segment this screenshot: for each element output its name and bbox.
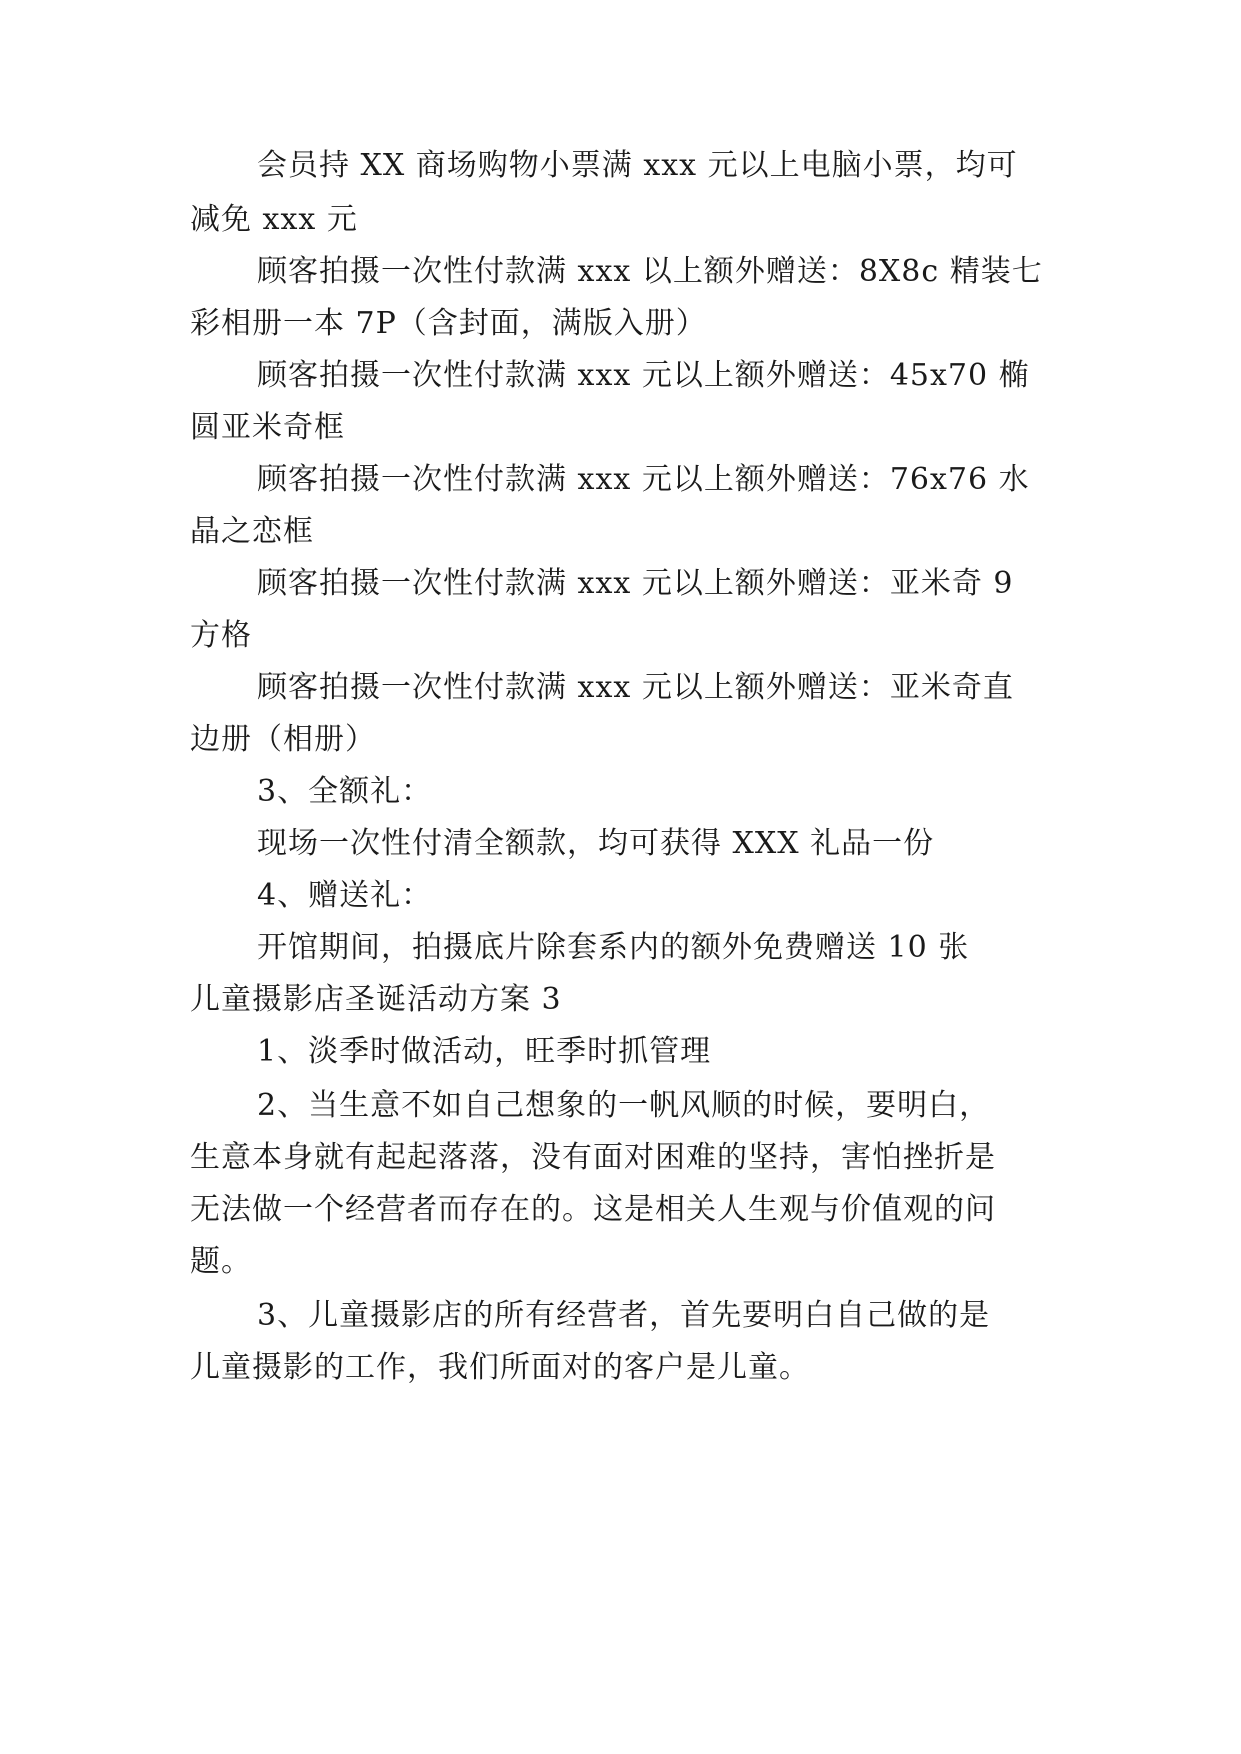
- paragraph-line: 生意本身就有起起落落，没有面对困难的坚持，害怕挫折是: [190, 1140, 996, 1175]
- paragraph-line: 无法做一个经营者而存在的。这是相关人生观与价值观的问: [190, 1192, 996, 1227]
- document-title: 儿童摄影店圣诞活动方案 3: [190, 982, 562, 1017]
- paragraph-line: 顾客拍摄一次性付款满 xxx 元以上额外赠送：45x70 椭: [257, 358, 1030, 393]
- paragraph-line: 会员持 XX 商场购物小票满 xxx 元以上电脑小票，均可: [257, 148, 1018, 183]
- paragraph-line: 3、儿童摄影店的所有经营者，首先要明白自己做的是: [257, 1298, 991, 1333]
- paragraph-line: 1、淡季时做活动，旺季时抓管理: [257, 1034, 712, 1069]
- paragraph-line: 儿童摄影的工作，我们所面对的客户是儿童。: [190, 1350, 810, 1385]
- paragraph-line: 圆亚米奇框: [190, 410, 345, 445]
- paragraph-line: 题。: [190, 1244, 252, 1279]
- paragraph-line: 边册（相册）: [190, 722, 376, 757]
- paragraph-line: 方格: [190, 618, 252, 653]
- paragraph-line: 晶之恋框: [190, 514, 314, 549]
- section-heading: 3、全额礼：: [257, 774, 433, 809]
- paragraph-line: 减免 xxx 元: [190, 202, 358, 237]
- paragraph-line: 彩相册一本 7P（含封面，满版入册）: [190, 306, 707, 341]
- paragraph-line: 现场一次性付清全额款，均可获得 XXX 礼品一份: [257, 826, 935, 861]
- paragraph-line: 顾客拍摄一次性付款满 xxx 元以上额外赠送：亚米奇 9: [257, 566, 1014, 601]
- paragraph-line: 顾客拍摄一次性付款满 xxx 元以上额外赠送：亚米奇直: [257, 670, 1014, 705]
- paragraph-line: 顾客拍摄一次性付款满 xxx 以上额外赠送：8X8c 精装七: [257, 254, 1043, 289]
- paragraph-line: 开馆期间，拍摄底片除套系内的额外免费赠送 10 张: [257, 930, 970, 965]
- paragraph-line: 2、当生意不如自己想象的一帆风顺的时候，要明白，: [257, 1088, 991, 1123]
- section-heading: 4、赠送礼：: [257, 878, 433, 913]
- paragraph-line: 顾客拍摄一次性付款满 xxx 元以上额外赠送：76x76 水: [257, 462, 1030, 497]
